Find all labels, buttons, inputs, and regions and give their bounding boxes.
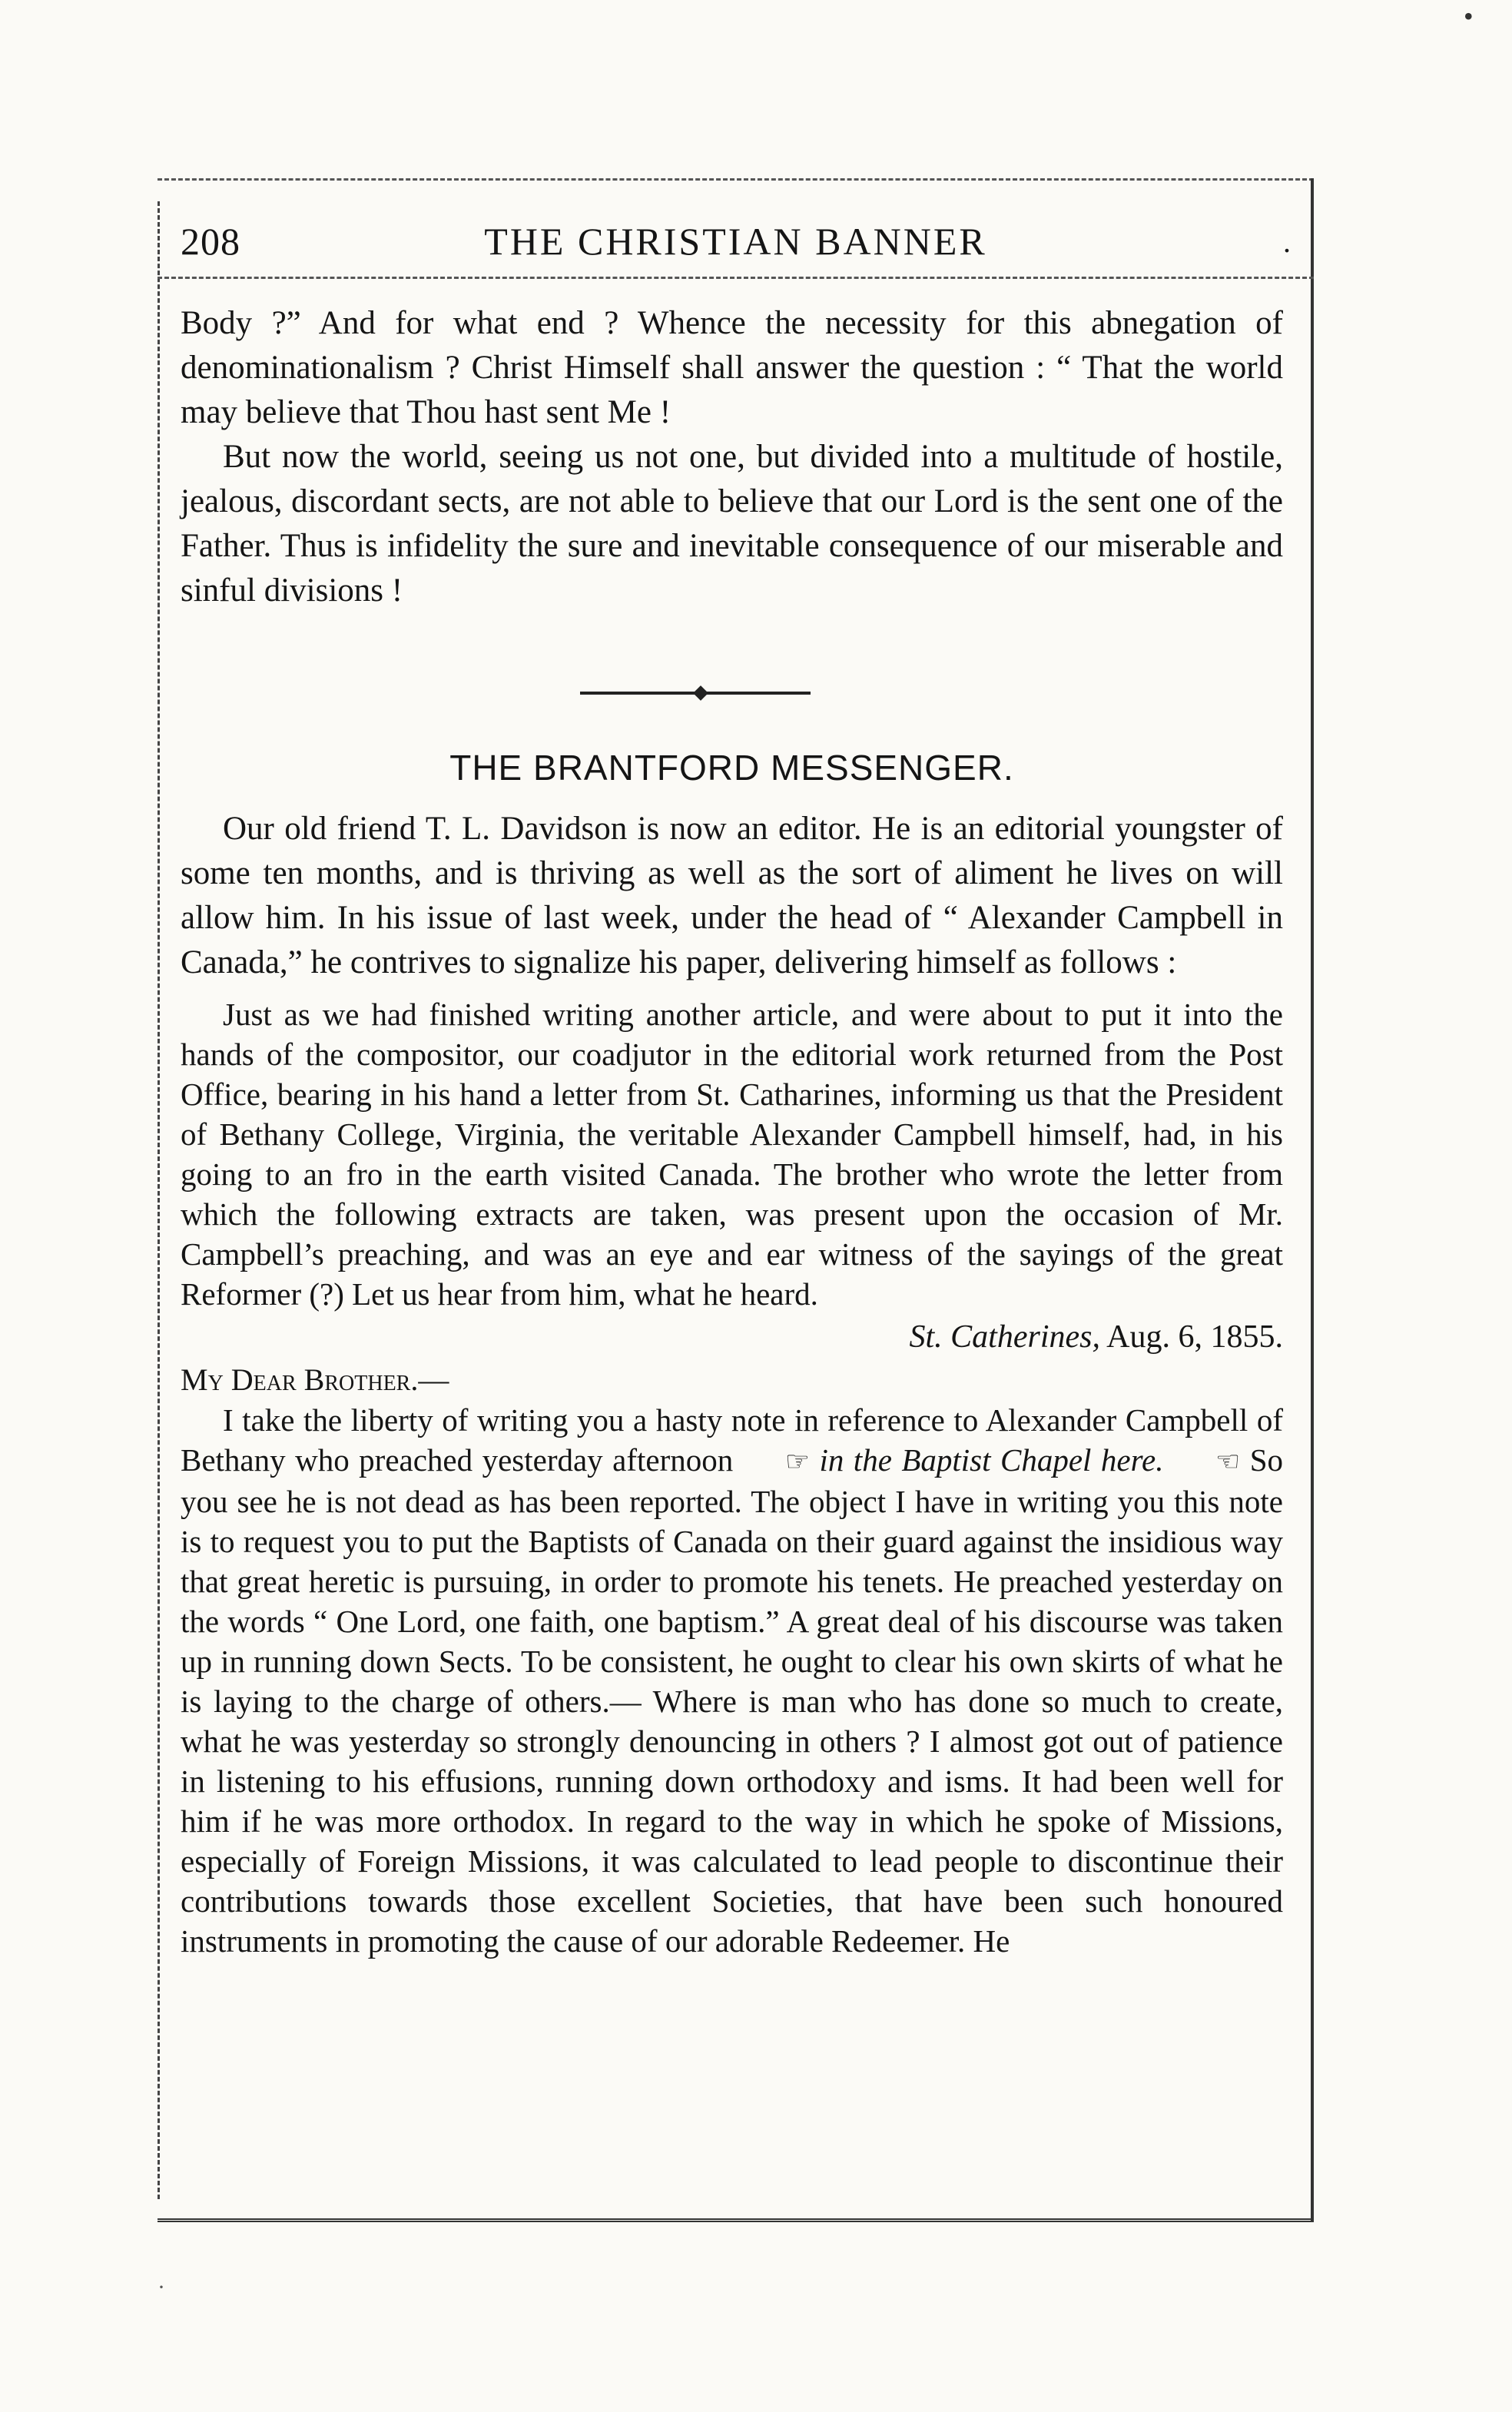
page-header bbox=[181, 211, 1291, 272]
dateline-place: St. Catherines, bbox=[909, 1319, 1100, 1355]
pointing-hand-left-icon: ☜ bbox=[1215, 1446, 1241, 1477]
divider-ornament bbox=[693, 685, 708, 701]
section-divider bbox=[580, 692, 811, 695]
paragraph-body-end: Body ?” And for what end ? Whence the necessity for this abnegation of denominationalism ? Christ Himself shall answer the question : “ That the world may believe that Thou hast sent Me ! bbox=[181, 305, 1283, 430]
letter-dateline bbox=[181, 1314, 1283, 1360]
running-title: THE CHRISTIAN BANNER bbox=[484, 220, 987, 263]
section-heading: THE BRANTFORD MESSENGER. bbox=[449, 748, 1014, 788]
letter-salutation: My Dear Brother.— bbox=[181, 1362, 449, 1397]
header-dot: . bbox=[1283, 224, 1291, 259]
right-rule bbox=[1308, 178, 1314, 2222]
pointing-hand-right-icon: ☞ bbox=[784, 1446, 810, 1477]
left-rule bbox=[158, 201, 163, 2199]
article-body bbox=[181, 807, 1283, 1961]
letter-text-start: I take the liberty of writing you a hasty note in reference to Alexander Campbell of Bethany who preached yesterday afternoon bbox=[181, 1402, 1283, 1478]
bottom-rule bbox=[158, 2218, 1314, 2222]
article-intro: Our old friend T. L. Davidson is now an editor. He is an editorial youngster of some ten months, and is thriving as well as the sort of aliment he lives on will allow him. In his issue of last week, under the head of “ Alexander Campbell in Canada,” he contrives to signalize his paper, delivering himself as follows : bbox=[181, 811, 1283, 980]
letter-body bbox=[181, 1400, 1283, 1961]
page-frame bbox=[158, 178, 1314, 2222]
bottom-speck: · bbox=[158, 2274, 165, 2300]
top-rule bbox=[158, 178, 1314, 181]
letter-text-rest: So you see he is not dead as has been reported. The object I have in writing you this note is to request you to put the Baptists of Canada on their guard against the insidious way that great heretic is pursuing, in order to promote his tenets. He preached yesterday on the words “ One Lord, one faith, one baptism.” A great deal of his discourse was taken up in running down Sects. To be consistent, he ought to clear his own skirts of what he is laying to the charge of others.— Where is man who has done so much to create, what he was yesterday so strongly denouncing in others ? I almost got out of patience in listening to his effusions, running down orthodoxy and isms. It had been well for him if he was more orthodox. In regard to the way in which he spoke of Missions, especially of Foreign Missions, it was calculated to lead people to discontinue their contributions towards those excellent Societies, that have been such honoured instruments in promoting the cause of our adorable Redeemer. He bbox=[181, 1442, 1284, 1959]
top-text-block bbox=[181, 301, 1283, 613]
paragraph-infidelity: But now the world, seeing us not one, but divided into a multitude of hostile, jealous, discordant sects, are not able to believe that our Lord is the sent one of the Father. Thus is infidelity the sure and inevitable consequence of our miserable and sinful divisions ! bbox=[181, 439, 1283, 609]
page-number: 208 bbox=[181, 220, 240, 263]
quoted-paragraph: Just as we had finished writing another article, and were about to put it into the hands of the compositor, our coadjutor in the editorial work returned from the Post Office, bearing in his hand a letter from St. Catharines, informing us that the President of Bethany College, Virginia, the veritable Alexander Campbell himself, had, in his going to an fro in the earth visited Canada. The brother who wrote the letter from which the following extracts are taken, was present upon the occasion of Mr. Campbell’s preaching, and was an eye and ear witness of the sayings of the great Reformer (?) Let us hear from him, what he heard. bbox=[181, 997, 1283, 1312]
letter-italic-phrase: in the Baptist Chapel here. bbox=[809, 1442, 1173, 1478]
header-rule bbox=[158, 277, 1314, 279]
corner-speck: • bbox=[1464, 1, 1474, 32]
dateline-date: Aug. 6, 1855. bbox=[1099, 1319, 1283, 1355]
